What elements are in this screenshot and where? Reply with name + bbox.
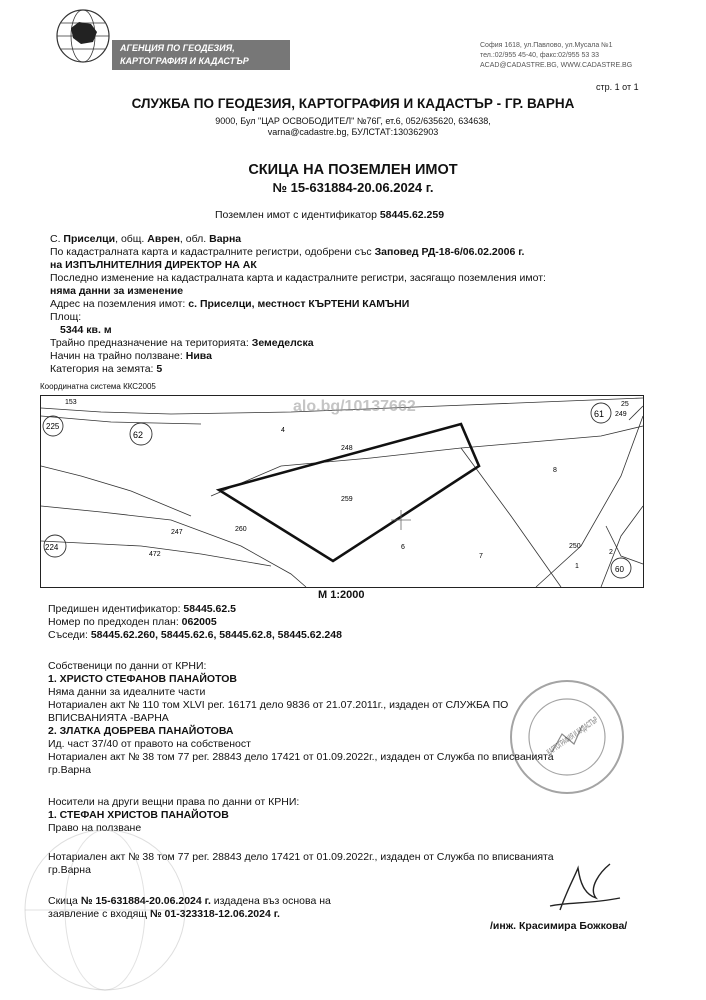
agency-address-line2: тел.:02/955 45-40, факс:02/955 53 33 — [480, 52, 600, 59]
approval-text: По кадастралната карта и кадастралните регистри, одобрени със — [50, 246, 372, 258]
area-value: 5344 кв. м — [60, 324, 112, 336]
stamp-text: КАРТОГРАФИЯ И КАДАСТЪР — [544, 674, 657, 758]
identifier-row — [215, 209, 444, 222]
owners-heading: Собственици по данни от КРНИ: — [48, 660, 207, 672]
previous-plan-row — [48, 616, 217, 629]
category-value: 5 — [156, 363, 163, 375]
agency-name-line2: КАРТОГРАФИЯ И КАДАСТЪР — [120, 56, 249, 66]
page-number: стр. 1 от 1 — [596, 82, 639, 92]
agency-logo-icon — [55, 8, 111, 64]
label-1: 1 — [575, 563, 579, 570]
label-248: 248 — [341, 445, 353, 452]
label-225: 225 — [46, 422, 60, 431]
signatory: /инж. Красимира Божкова/ — [490, 920, 628, 932]
request-prefix: заявление с входящ — [48, 908, 148, 920]
previous-plan-label: Номер по предходен план: — [48, 616, 179, 628]
previous-plan-value: 062005 — [181, 616, 217, 628]
plan-drawing — [41, 396, 643, 587]
holder-1-name: 1. СТЕФАН ХРИСТОВ ПАНАЙОТОВ — [48, 809, 229, 821]
document-number: № 15-631884-20.06.2024 г. — [272, 180, 434, 195]
last-change-value: няма данни за изменение — [50, 285, 184, 297]
watermark: alo.bg/10137662 — [293, 398, 416, 415]
scale: М 1:2000 — [318, 589, 365, 601]
usage-label: Начин на трайно ползване: — [50, 350, 183, 362]
label-2: 2 — [609, 549, 613, 556]
document-title: СКИЦА НА ПОЗЕМЛЕН ИМОТ — [248, 162, 458, 178]
previous-id-value: 58445.62.5 — [183, 603, 236, 615]
label-247: 247 — [171, 529, 183, 536]
label-260: 260 — [235, 526, 247, 533]
service-title: СЛУЖБА ПО ГЕОДЕЗИЯ, КАРТОГРАФИЯ И КАДАСТЪР - ГР. ВАРНА — [131, 96, 575, 111]
neighbors-row — [48, 629, 342, 642]
official-stamp — [510, 674, 657, 794]
category-label: Категория на земята: — [50, 363, 154, 375]
owner-1-share: Няма данни за идеалните части — [48, 686, 206, 698]
usage-row — [50, 350, 212, 363]
agency-address-line3: ACAD@CADASTRE.BG, WWW.CADASTRE.BG — [480, 62, 633, 69]
previous-id-row — [48, 603, 236, 616]
previous-id-label: Предишен идентификатор: — [48, 603, 181, 615]
cadastral-plan — [40, 395, 644, 588]
address-label: Адрес на поземления имот: — [50, 298, 186, 310]
issued-prefix: Скица — [48, 895, 78, 907]
owner-2-name: 2. ЗЛАТКА ДОБРЕВА ПАНАЙОТОВА — [48, 725, 234, 737]
issued-mid: издадена въз основа на — [213, 895, 331, 907]
approval-row — [50, 246, 524, 259]
village-value: Приселци — [63, 233, 116, 245]
holder-1-deed-b: гр.Варна — [48, 864, 91, 876]
service-address: 9000, Бул "ЦАР ОСВОБОДИТЕЛ" №76Г, ет.6, 052/635620, 634638, — [215, 116, 491, 126]
approval-authority: на ИЗПЪЛНИТЕЛНИЯ ДИРЕКТОР НА АК — [50, 259, 257, 271]
identifier-value: 58445.62.259 — [379, 209, 445, 221]
owner-1-name: 1. ХРИСТО СТЕФАНОВ ПАНАЙОТОВ — [48, 673, 237, 685]
holders-heading: Носители на други вещни права по данни от КРНИ: — [48, 796, 300, 808]
label-25: 25 — [621, 401, 629, 408]
municipality-label: , общ. — [115, 233, 145, 245]
issued-number: № 15-631884-20.06.2024 г. — [80, 895, 211, 907]
label-62: 62 — [133, 430, 144, 440]
municipality-value: Аврен — [147, 233, 180, 245]
owner-1-deed-a: Нотариален акт № 110 том XLVI рег. 16171 дело 9836 от 21.07.2011г., издаден от СЛУЖБА ПО — [48, 699, 509, 711]
owner-1-deed-b: ВПИСВАНИЯТА -ВАРНА — [48, 712, 169, 724]
purpose-value: Земеделска — [251, 337, 314, 349]
label-153: 153 — [65, 399, 77, 406]
region-value: Варна — [209, 233, 242, 245]
label-224: 224 — [45, 543, 59, 552]
address-row — [50, 298, 409, 311]
label-8: 8 — [553, 467, 557, 474]
owner-2-deed-b: гр.Варна — [48, 764, 91, 776]
owner-2-share: Ид. част 37/40 от правото на собственост — [48, 738, 251, 750]
purpose-row — [50, 337, 314, 350]
owner-2-deed-a: Нотариален акт № 38 том 77 рег. 28843 дело 17421 от 01.09.2022г., издаден от Служба по вписванията — [48, 751, 554, 763]
label-61: 61 — [594, 409, 605, 419]
service-contact: varna@cadastre.bg, БУЛСТАТ:130362903 — [267, 127, 439, 137]
address-value: с. Приселци, местност КЪРТЕНИ КАМЪНИ — [188, 298, 410, 310]
label-7: 7 — [479, 553, 483, 560]
agency-address-line1: София 1618, ул.Павлово, ул.Мусала №1 — [480, 42, 613, 49]
region-label: , обл. — [179, 233, 207, 245]
coordinate-system: Координатна система ККС2005 — [40, 382, 156, 391]
approval-order: Заповед РД-18-6/06.02.2006 г. — [374, 246, 525, 258]
handwritten-signature — [540, 858, 630, 918]
label-250: 250 — [569, 543, 581, 550]
holder-1-right: Право на ползване — [48, 822, 142, 834]
label-472: 472 — [149, 551, 161, 558]
agency-name-line1: АГЕНЦИЯ ПО ГЕОДЕЗИЯ, — [120, 43, 235, 53]
area-label: Площ: — [50, 311, 82, 323]
usage-value: Нива — [185, 350, 212, 362]
last-change-label: Последно изменение на кадастралната карта и кадастралните регистри, засягащо поземления имот: — [50, 272, 546, 284]
globe-watermark-icon — [15, 820, 195, 990]
purpose-label: Трайно предназначение на територията: — [50, 337, 249, 349]
label-60: 60 — [615, 565, 624, 574]
label-4: 4 — [281, 427, 285, 434]
location-prefix: С. — [50, 233, 61, 245]
label-6: 6 — [401, 544, 405, 551]
location-row — [50, 233, 241, 246]
category-row — [50, 363, 162, 376]
label-259: 259 — [341, 496, 353, 503]
neighbors-value: 58445.62.260, 58445.62.6, 58445.62.8, 58445.62.248 — [90, 629, 342, 641]
label-249: 249 — [615, 411, 627, 418]
request-number: № 01-323318-12.06.2024 г. — [149, 908, 280, 920]
neighbors-label: Съседи: — [48, 629, 88, 641]
identifier-label: Поземлен имот с идентификатор — [215, 209, 377, 221]
stamp-seal-icon — [512, 674, 657, 792]
holder-1-deed-a: Нотариален акт № 38 том 77 рег. 28843 дело 17421 от 01.09.2022г., издаден от Служба по вписванията — [48, 851, 554, 863]
